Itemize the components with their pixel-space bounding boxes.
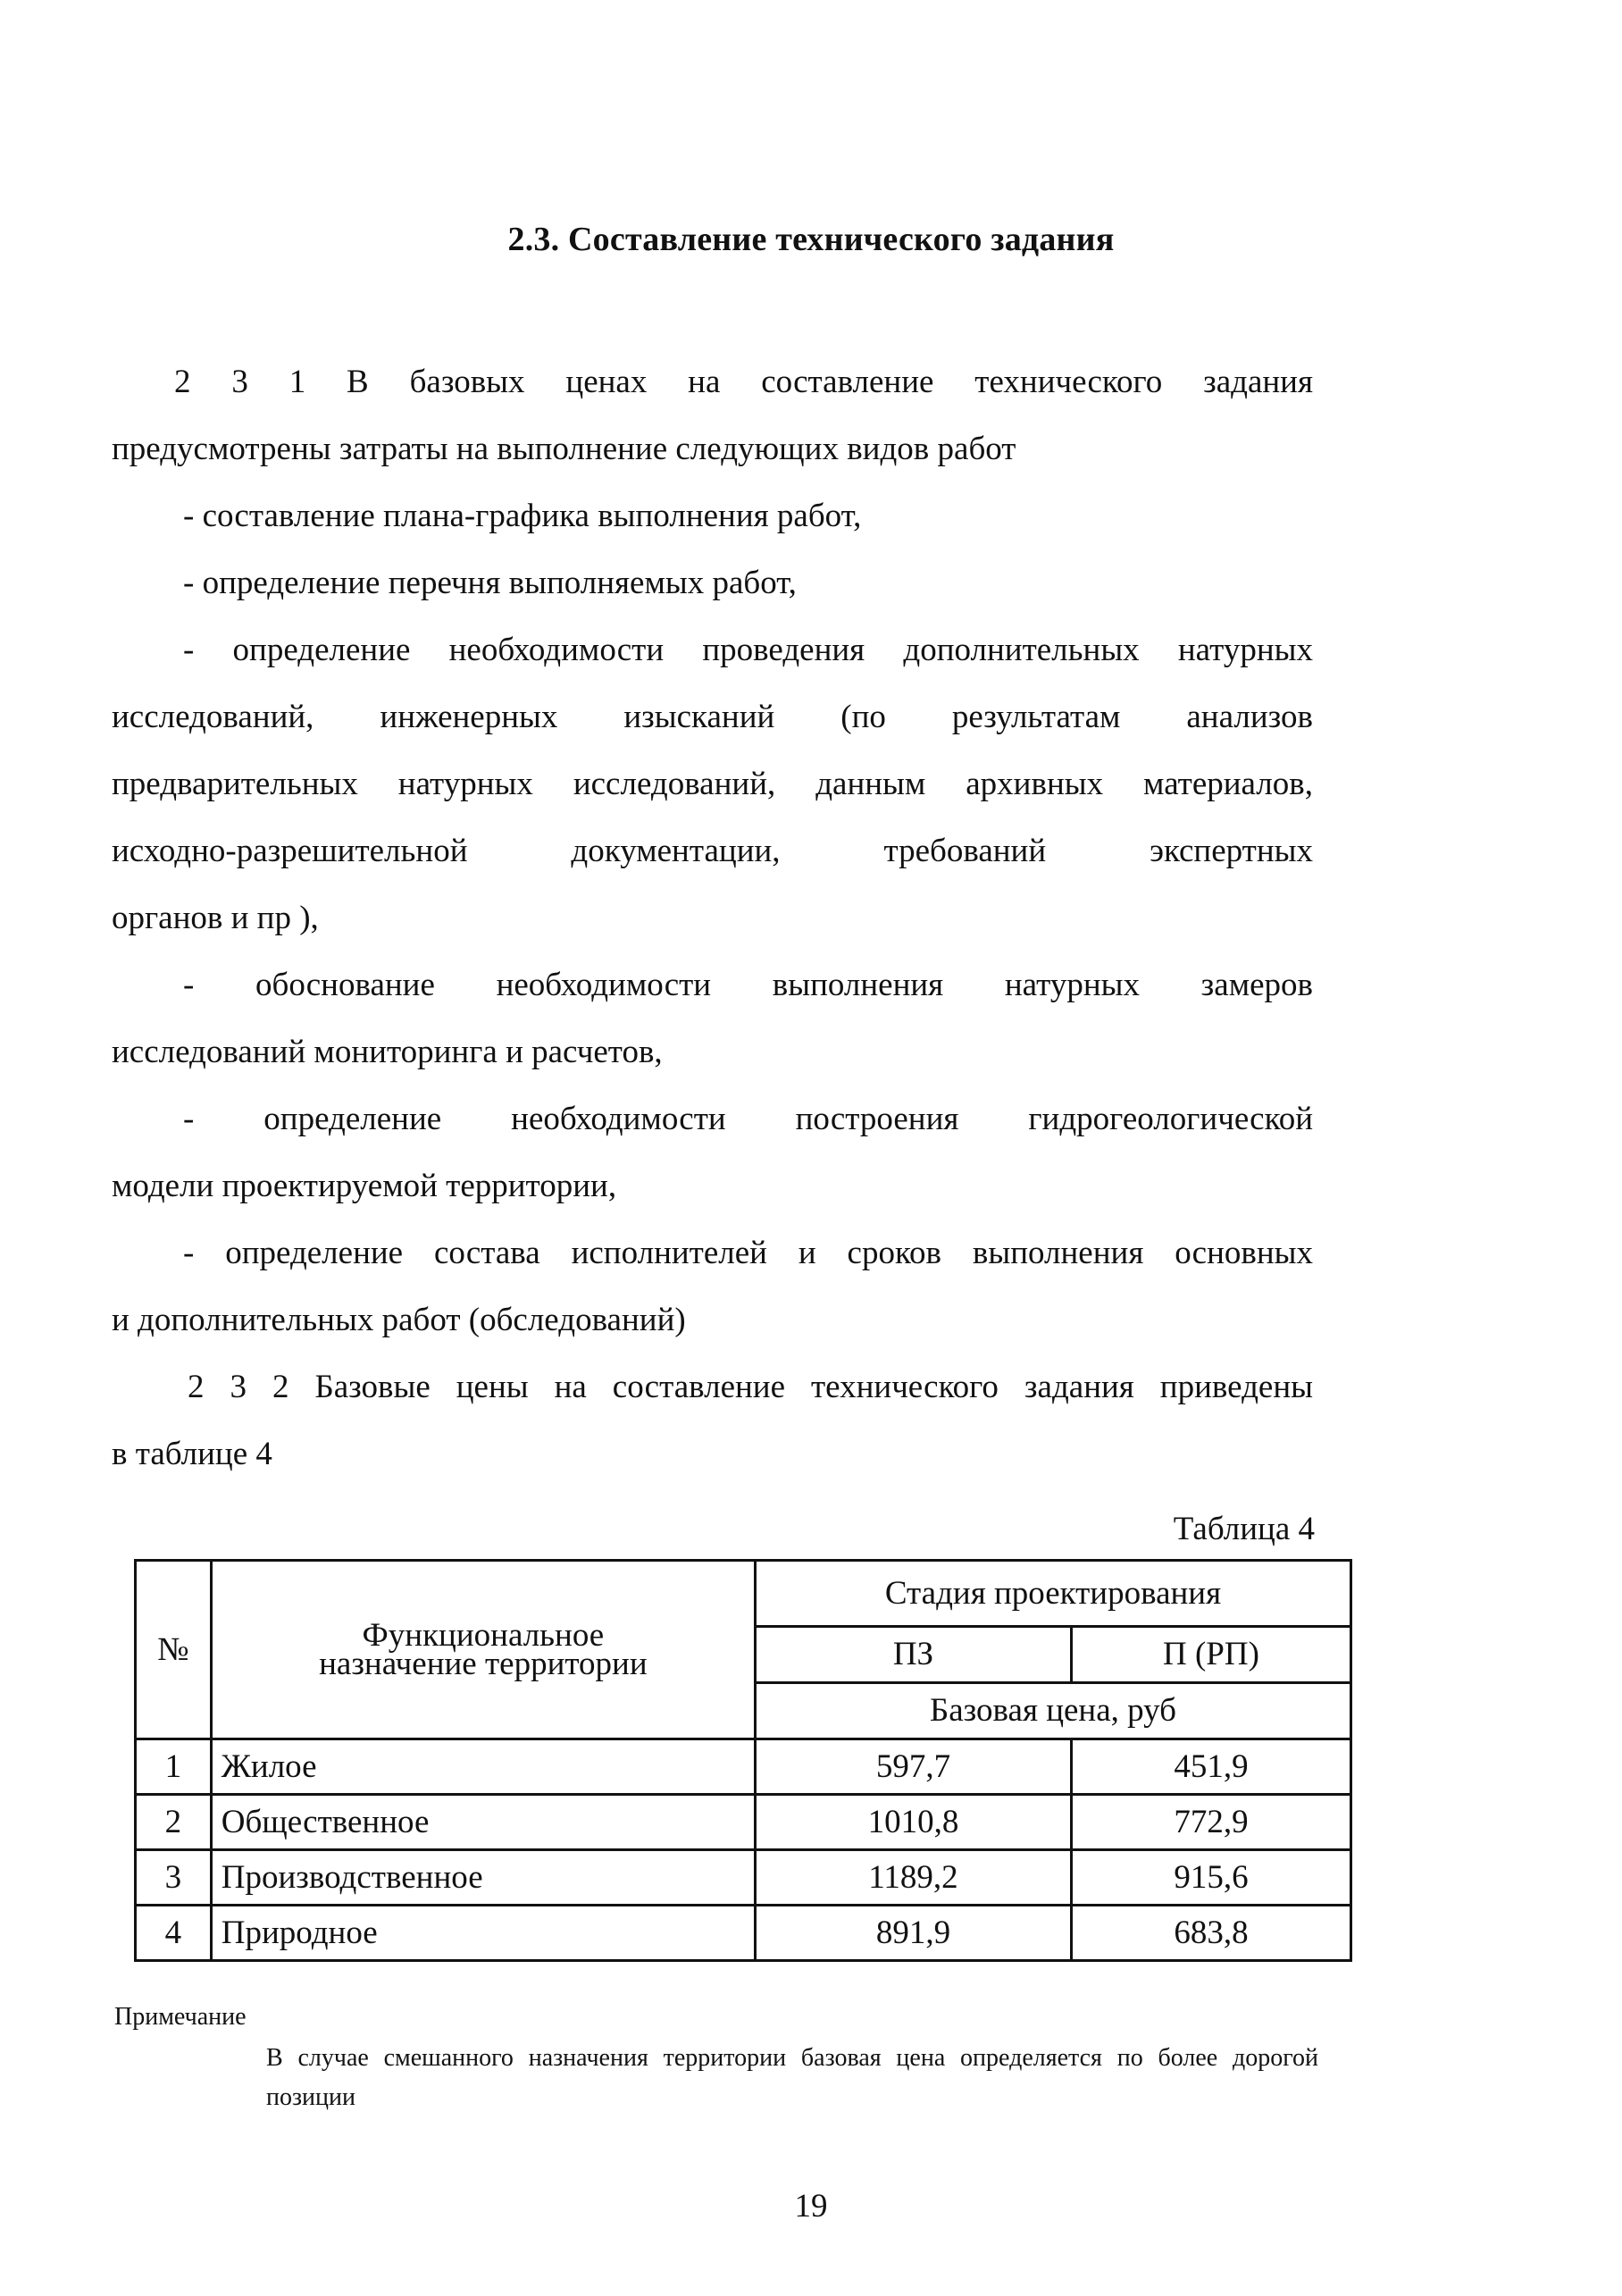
bullet-additional-research-line-3: предварительных натурных исследований, данным архивных материалов, xyxy=(112,766,1313,802)
header-base-price: Базовая цена, руб xyxy=(756,1683,1351,1739)
page-number: 19 xyxy=(794,2188,828,2225)
header-stage-pz: ПЗ xyxy=(756,1627,1072,1683)
row-function: Жилое xyxy=(211,1739,755,1795)
section-heading: 2.3. Составление технического задания xyxy=(507,221,1115,258)
bullet-hydro-model-line-2: модели проектируемой территории, xyxy=(112,1168,617,1204)
row-function: Природное xyxy=(211,1906,755,1961)
price-table xyxy=(134,1559,1352,1962)
row-price-pz: 597,7 xyxy=(756,1739,1072,1795)
bullet-work-list: - определение перечня выполняемых работ, xyxy=(183,565,797,601)
table-row xyxy=(136,1906,1351,1961)
bullet-additional-research-line-2: исследований, инженерных изысканий (по результатам анализов xyxy=(112,699,1313,735)
bullet-additional-research-line-1: - определение необходимости проведения дополнительных натурных xyxy=(183,632,1313,668)
body-text xyxy=(112,348,1313,1487)
paragraph-2-3-1-line-2: предусмотрены затраты на выполнение следующих видов работ xyxy=(112,431,1016,467)
row-number: 2 xyxy=(136,1795,212,1850)
table-row xyxy=(136,1739,1351,1795)
row-function: Общественное xyxy=(211,1795,755,1850)
table-row xyxy=(136,1850,1351,1906)
note-text: В случае смешанного назначения территории базовая цена определяется по более дорогой позиции xyxy=(266,2044,1318,2111)
row-price-p: 915,6 xyxy=(1071,1850,1350,1906)
paragraph-2-3-1-line-1: 2 3 1 В базовых ценах на составление технического задания xyxy=(174,364,1313,400)
note-title: Примечание xyxy=(114,2003,247,2031)
row-number: 1 xyxy=(136,1739,212,1795)
bullet-executors-line-1: - определение состава исполнителей и сроков выполнения основных xyxy=(183,1235,1313,1271)
bullet-additional-research-line-4: исходно-разрешительной документации, требований экспертных xyxy=(112,833,1313,869)
bullet-additional-research-line-5: органов и пр ), xyxy=(112,900,319,936)
header-design-stage: Стадия проектирования xyxy=(756,1561,1351,1627)
bullet-schedule: - составление плана-графика выполнения работ, xyxy=(183,498,862,534)
row-price-p: 772,9 xyxy=(1071,1795,1350,1850)
table-caption: Таблица 4 xyxy=(1173,1511,1315,1547)
bullet-justification-line-1: - обоснование необходимости выполнения натурных замеров xyxy=(183,967,1313,1003)
row-function: Производственное xyxy=(211,1850,755,1906)
paragraph-2-3-2-line-2: в таблице 4 xyxy=(112,1436,272,1472)
header-number: № xyxy=(136,1561,212,1739)
paragraph-2-3-2-line-1: 2 3 2 Базовые цены на составление технического задания приведены xyxy=(188,1369,1313,1405)
bullet-hydro-model-line-1: - определение необходимости построения гидрогеологической xyxy=(183,1101,1313,1137)
row-price-pz: 1189,2 xyxy=(756,1850,1072,1906)
row-number: 4 xyxy=(136,1906,212,1961)
row-price-pz: 891,9 xyxy=(756,1906,1072,1961)
bullet-justification-line-2: исследований мониторинга и расчетов, xyxy=(112,1034,663,1070)
table-row xyxy=(136,1795,1351,1850)
row-price-p: 683,8 xyxy=(1071,1906,1350,1961)
bullet-executors-line-2: и дополнительных работ (обследований) xyxy=(112,1302,686,1338)
row-number: 3 xyxy=(136,1850,212,1906)
row-price-p: 451,9 xyxy=(1071,1739,1350,1795)
row-price-pz: 1010,8 xyxy=(756,1795,1072,1850)
header-stage-p: П (РП) xyxy=(1071,1627,1350,1683)
header-function: Функциональное назначение территории xyxy=(211,1561,755,1739)
